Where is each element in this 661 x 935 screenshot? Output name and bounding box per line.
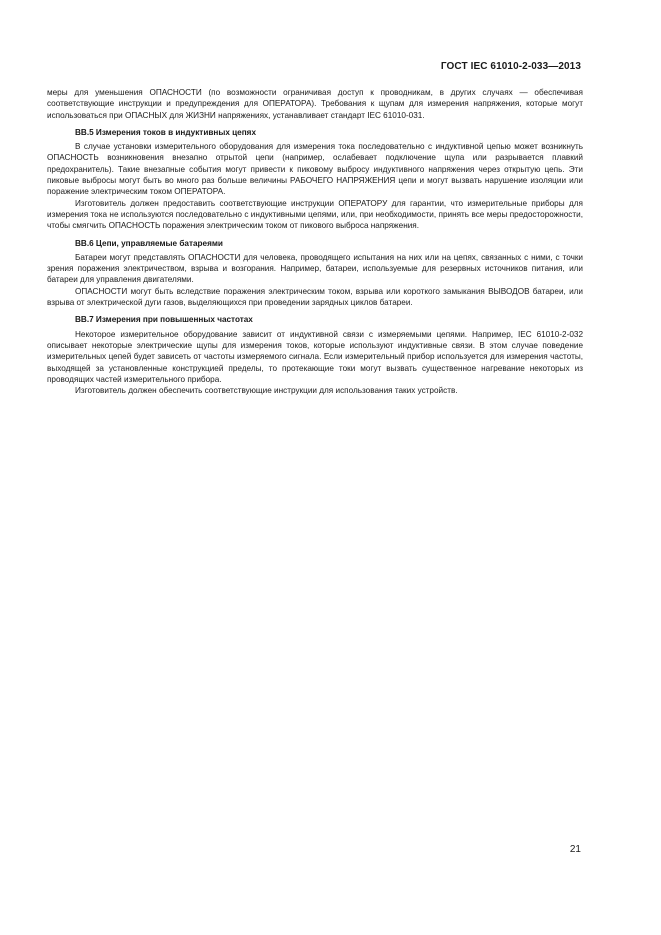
body-paragraph: Некоторое измерительное оборудование зависит от индуктивной связи с измеряемыми цепями. Например, IEC 61010-2-032 описывает некоторые электрические щупы для измерения токов, которые используют индуктивные связи. В этом случае поведение измерительных цепей будет зависеть от частоты измеряемого сигнала. Если измерительный прибор используется для измерения частоты, выходящей за установленные конструкцией пределы, то протекающие токи могут вызвать существенное нагревание некоторых из проводящих частей измерительного прибора. (47, 329, 583, 384)
document-standard-code: ГОСТ IEC 61010-2-033—2013 (440, 61, 581, 72)
section-heading-bb7: ВВ.7 Измерения при повышенных частотах (75, 315, 253, 325)
body-paragraph: Батареи могут представлять ОПАСНОСТИ для человека, проводящего испытания на них или на цепях, связанных с ними, с точки зрения поражения электричеством, взрыва и возгорания. Например, батареи, используемые для резервных источников питания, или батареи для управления двигателями. (47, 252, 583, 285)
body-paragraph: Изготовитель должен обеспечить соответствующие инструкции для использования таких устройств. (75, 386, 458, 396)
page-number: 21 (569, 844, 581, 855)
document-body (47, 87, 583, 396)
section-heading-bb5: ВВ.5 Измерения токов в индуктивных цепях (75, 127, 257, 137)
body-paragraph: Изготовитель должен предоставить соответствующие инструкции ОПЕРАТОРУ для гарантии, что измерительные приборы для измерения тока не используются последовательно с индуктивными цепями, или, при необходимости, принять все меры предосторожности, чтобы смягчить ОПАСНОСТЬ поражения электрическим током от пикового выброса напряжения. (47, 198, 583, 231)
body-paragraph: меры для уменьшения ОПАСНОСТИ (по возможности ограничивая доступ к проводникам, в других случаях — обеспечивая соответствующие инструкции и предупреждения для ОПЕРАТОРА). Требования к щупам для измерения напряжения, которые могут использоваться при ОПАСНЫХ для ЖИЗНИ напряжениях, устанавливает стандарт IEC 61010-031. (47, 88, 583, 120)
body-paragraph: В случае установки измерительного оборудования для измерения тока последовательно с индуктивной цепью может возникнуть ОПАСНОСТЬ возникновения внезапно отрытой цепи (например, ослабевает подключение щупа или разрывается плавкий предохранитель). Такие внезапные события могут привести к пиковому выбросу индуктивного напряжения через открытую цепь. Эти пиковые выбросы могут быть во много раз больше величины РАБОЧЕГО НАПРЯЖЕНИЯ цепи и могут вызвать нарушение изоляции или поражение электрическим током ОПЕРАТОРА. (47, 142, 583, 197)
body-paragraph: ОПАСНОСТИ могут быть вследствие поражения электрическим током, взрыва или короткого замыкания ВЫВОДОВ батареи, или взрыва от электрической дуги газов, выделяющихся при проведении зарядных циклов батареи. (47, 286, 583, 308)
section-heading-bb6: ВВ.6 Цепи, управляемые батареями (75, 238, 223, 248)
